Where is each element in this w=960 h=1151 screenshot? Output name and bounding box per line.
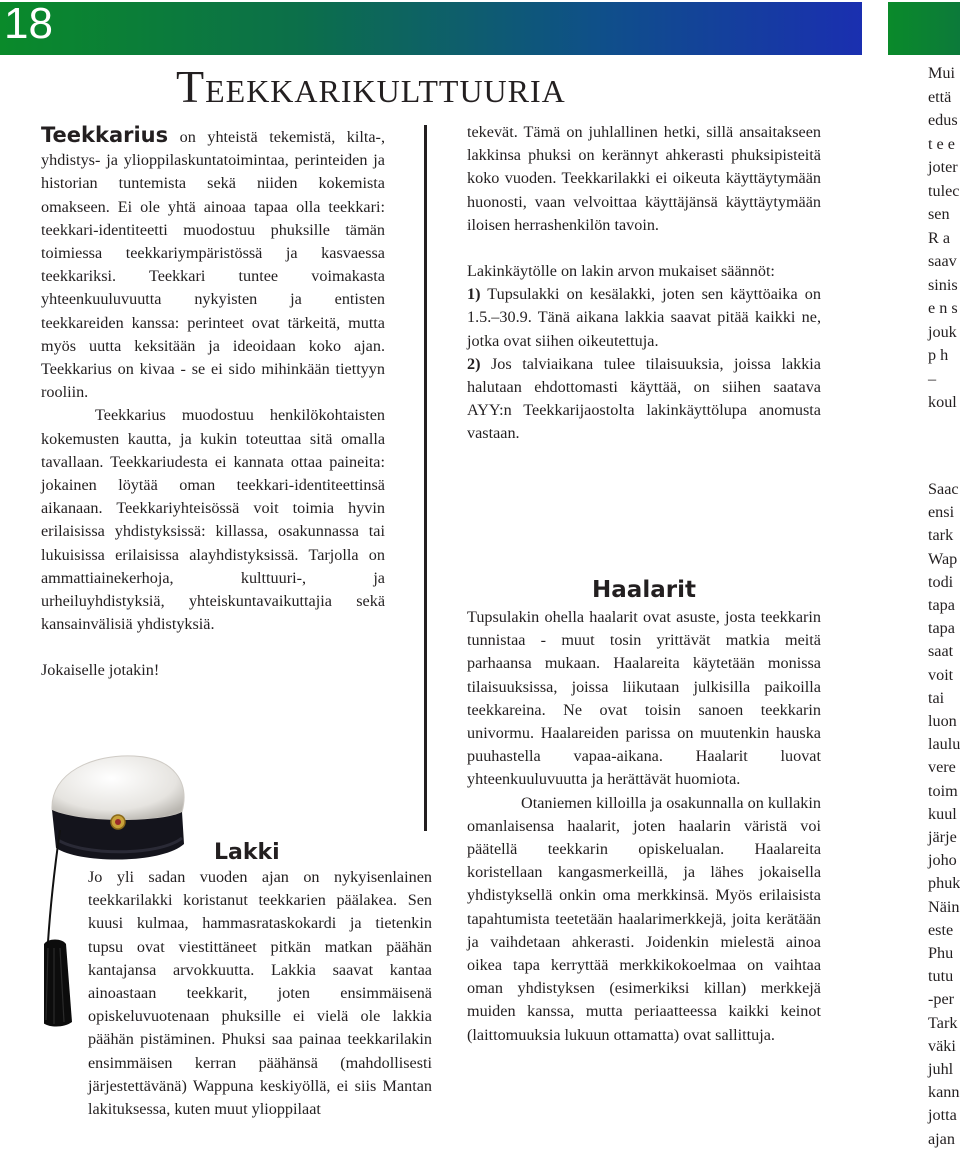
next-page-line: e n s [928,299,958,317]
next-page-line: joho [928,851,957,870]
haalarit-paragraph-2: Otaniemen killoilla ja osakunnalla on kullakin omanlaisensa haalarit, joten haalarin väristä voi päätellä teekkarin opiskelualan. Haalareita koristellaan kangasmerkeillä, ja lähes jokaisella yhdistyksellä onkin oma merkkinsä. Myös erilaisista tapahtumista teetetään haalarimerkkejä, joita kerätään ja vaihdetaan ahkerasti. Joidenkin mielestä ainoa oikea tapa kerryttää merkkikokoelmaa on vaihtaa oman yhdistyksen (esimerkiksi killan) merkkejä muiden kanssa, mutta periaatteessa kaikki keinot (laittomuuksia lukuun ottamatta) ovat sallittuja. [467,793,821,1044]
next-page-line: koul [928,393,957,411]
next-page-line: tai [928,688,945,707]
next-page-line: tapa [928,596,955,614]
intro-paragraph-1: Teekkarius on yhteistä tekemistä, kilta-, yhdistys- ja ylioppilaskuntatoimintaa, perinteiden ja historian tuntemista sekä niiden kokemista omakseen. Ei ole yhtä ainoaa tapaa olla teekkari: teekkari-identiteetti muodostuu phuksille tämän toimiessa teekkariympäristössä ja kasvaessa teekkariksi. Teekkari tuntee voimakasta yhteenkuuluvuutta nykyisten ja entisten teekkareiden kanssa: perinteet ovat tärkeitä, mutta myös uutta keksitään ja ideoidaan koko ajan. Teekkarius on kivaa - se ei sido mihinkään tiettyyn rooliin. [41,123,385,402]
lakki-rule-1: 1) Tupsulakki on kesälakki, joten sen käyttöaika on 1.5.–30.9. Tänä aikana lakkia saavat pitää kaikki ne, jotka ovat siihen oikeutettuja. [467,285,821,350]
next-page-line: sinis [928,275,958,294]
lakki-heading: Lakki [214,840,280,865]
next-page-line: Phu [928,944,954,962]
next-page-line: tulec [928,181,960,200]
lakki-rule-2: 2) Jos talviaikana tulee tilaisuuksia, joissa lakkia halutaan ehdottomasti käyttää, on siihen saatava AYY:n Teekkarijaostolta lakinkäyttölupa anomusta vastaan. [467,354,821,443]
next-page-line: tark [928,526,954,545]
next-page-line: jouk [928,322,957,341]
next-page-line: toim [928,781,958,800]
intro-column [41,124,385,683]
lakki-text: Jo yli sadan vuoden ajan on nykyisenlainen teekkarilakki koristanut teekkarien päälakea. Sen kuusi kulmaa, hammasrataskokardi ja tietenkin tupsu ovat viestittäneet pitkän matkan päähän kantajansa arvokkuutta. Lakkia saavat kantaa ainoastaan teekkarit, joten ensimmäisenä opiskeluvuotenaan phuksille ei vielä ole lakkia päähän pistäminen. Phuksi saa painaa teekkarilakin ensimmäisen kerran päähänsä (mahdollisesti järjestettävänä) Wappuna keskiyöllä, ei siis Mantan lakituksessa, kuten muut ylioppilaat [88,868,432,1119]
next-page-line: ensi [928,503,955,522]
intro-closing: Jokaiselle jotakin! [41,661,160,680]
next-page-line: tutu [928,967,954,986]
next-page-line: Näin [928,897,960,916]
next-page-line: edus [928,111,958,129]
next-page-line: phuk [928,874,960,893]
next-page-line: saav [928,252,957,270]
next-page-line: -per [928,990,955,1009]
page-number: 18 [4,0,53,48]
next-page-line: – [928,369,937,388]
middle-column [467,121,821,446]
next-page-line: ajan [928,1129,955,1148]
lead-word: Teekkarius [41,123,169,147]
next-page-line: luon [928,712,957,730]
header-bar [0,2,862,55]
next-page-line: voit [928,665,954,684]
haalarit-heading: Haalarit [592,577,696,603]
next-page-line: kuul [928,804,957,823]
next-page-line: Mui [928,64,955,82]
next-page-line: juhl [928,1060,954,1078]
next-page-line: t e e [928,134,955,153]
next-page-line: este [928,920,954,939]
column-divider [424,125,427,831]
next-page-line: Tark [928,1013,958,1032]
next-page-line: järje [928,828,957,846]
next-page-line: kann [928,1083,960,1102]
next-page-line: tapa [928,619,955,638]
page-title: Teekkarikulttuuria [176,61,566,112]
haalarit-column [467,606,821,1047]
next-page-line: p h [928,346,949,364]
next-page-line: vere [928,758,956,777]
next-page-line: että [928,87,952,106]
haalarit-paragraph-1: Tupsulakin ohella haalarit ovat asuste, josta teekkarin tunnistaa - muut tosin yrittävät matkia meitä parhaansa mukaan. Haalareita käytetään monissa tilaisuuksissa, joissa liikutaan julkisilla paikoilla teekkareina. Ne ovat toisin sanoen teekkarin univormu. Haalareiden parissa on muutenkin hauska puuhastella vapaa-aikana. Haalarit luovat yhteenkuuluvuutta ja herättävät huomiota. [467,608,821,789]
intro-paragraph-2: Teekkarius muodostuu henkilökohtaisten kokemusten kautta, ja kukin toteuttaa sitä omalla tavallaan. Teekkariudesta ei kannata ottaa paineita: jokainen löytää oman teekkari-identiteettinsä aikanaan. Teekkariyhteisössä voit toimia hyvin erilaisissa yhdistyksissä: killassa, osakunnassa tai lukuisissa erilaisissa alayhdistyksissä. Tarjolla on ammattiainekerhoja, kulttuuri-, ja urheiluyhdistyksiä, yhteiskuntavaikuttajia sekä kansainvälisiä yhdistyksiä. [41,406,385,634]
lakki-continued: tekevät. Tämä on juhlallinen hetki, sillä ansaitakseen lakkinsa phuksi on kerännyt ahkerasti phuksipisteitä koko vuoden. Teekkarilakki ei oikeuta käyttäytymään huonosti, vaan velvoittaa käyttäjänsä käyttäytymään iloisen herrashenkilön tavoin. [467,123,821,234]
next-page-line: jotta [928,1106,957,1125]
next-page-line: joter [928,158,958,176]
next-page-line: sen [928,205,950,223]
next-page-header-bar [888,2,960,55]
next-page-line: laulu [928,735,960,754]
next-page-line: saat [928,642,954,661]
next-page-line: väki [928,1036,956,1055]
next-page-line: todi [928,572,954,591]
next-page-line: Wap [928,549,958,568]
next-page-line: R a [928,228,951,247]
lakki-rules-intro: Lakinkäytölle on lakin arvon mukaiset säännöt: [467,262,775,281]
next-page-line: Saac [928,480,959,498]
